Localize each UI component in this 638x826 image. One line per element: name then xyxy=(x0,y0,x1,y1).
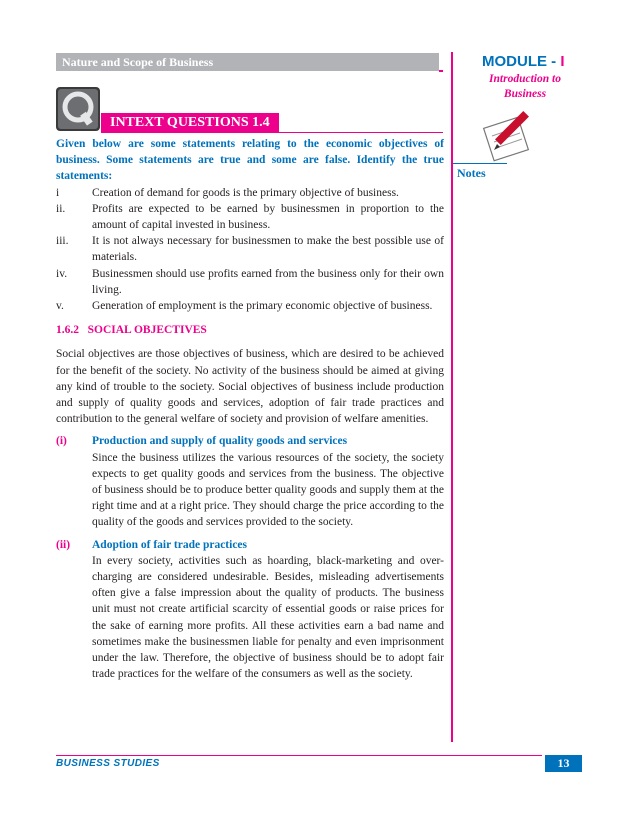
subsection-text: Since the business utilizes the various resources of the society, the society expects to get quality goods and services from the business. The objective of business should be to produce better quality goods and supply them at the right time and at a right price. They should charge the price according to the quality of the goods and services provided to the society. xyxy=(92,451,444,529)
module-text: MODULE - xyxy=(482,53,561,70)
list-item-number: ii. xyxy=(56,202,66,215)
subsection-number: (ii) xyxy=(56,538,71,551)
question-mark-icon xyxy=(56,87,100,131)
intext-lead: Given below are some statements relating to the economic objectives of business. Some statements are true and some are false. Identify the true statements: xyxy=(56,138,444,183)
module-number: I xyxy=(560,53,565,70)
list-item-text: It is not always necessary for businessmen to make the best possible use of materials. xyxy=(92,235,444,264)
list-item xyxy=(56,266,444,298)
list-item xyxy=(56,298,444,314)
list-item-number: v. xyxy=(56,300,64,313)
header-rule xyxy=(439,70,443,72)
list-item-text: Businessmen should use profits earned from the business only for their own living. xyxy=(92,267,444,296)
notepad-pencil-icon xyxy=(482,104,542,162)
intext-rule xyxy=(279,132,443,133)
list-item xyxy=(56,201,444,233)
module-label xyxy=(482,53,565,70)
subsection-heading: Adoption of fair trade practices xyxy=(92,538,248,551)
list-item xyxy=(56,233,444,265)
section-intro: Social objectives are those objectives of business, which are desired to be achieved for the benefit of the society. No activity of the business should be aimed at giving any kind of trouble to the society. Social objectives of business include production and supply of quality goods and services, adoption of fair trade practices and contribution to the general welfare of society and provision of welfare amenities. xyxy=(56,348,444,426)
footer-rule xyxy=(56,755,542,756)
list-item-number: iii. xyxy=(56,235,69,248)
subsection-number: (i) xyxy=(56,435,67,448)
subsection xyxy=(56,537,444,683)
subsection xyxy=(56,433,444,530)
footer-book-title: BUSINESS STUDIES xyxy=(56,758,160,769)
notes-rule xyxy=(453,163,507,164)
margin-divider xyxy=(451,52,453,742)
list-item xyxy=(56,185,444,201)
notes-label: Notes xyxy=(457,166,486,180)
page-number: 13 xyxy=(557,756,570,770)
subsection-heading: Production and supply of quality goods and services xyxy=(92,435,348,448)
chapter-title: Nature and Scope of Business xyxy=(62,55,214,69)
subsection-text: In every society, activities such as hoarding, black-marketing and over-charging are considered undesirable. Besides, misleading advertisements often give a false impression about the quality of products. The business unit must not create artificial scarcity of essential goods or raise prices for the sake of earning more profits. All these activities earn a bad name and sometimes make the businessmen liable for penalty and even imprisonment under the law. Therefore, the objective of business should be to adopt fair trade practices for the welfare of the consumers as well as the society. xyxy=(92,554,444,681)
list-item-text: Creation of demand for goods is the primary objective of business. xyxy=(92,186,399,199)
main-content xyxy=(56,136,444,683)
section-heading: 1.6.2 SOCIAL OBJECTIVES xyxy=(56,324,207,337)
list-item-number: iv. xyxy=(56,267,68,280)
module-subtitle: Introduction to Business xyxy=(489,73,561,100)
list-item-text: Generation of employment is the primary economic objective of business. xyxy=(92,300,433,313)
intext-title: INTEXT QUESTIONS 1.4 xyxy=(110,115,270,130)
list-item-number: i xyxy=(56,186,60,199)
list-item-text: Profits are expected to be earned by businessmen in proportion to the amount of capital invested in business. xyxy=(92,202,444,232)
